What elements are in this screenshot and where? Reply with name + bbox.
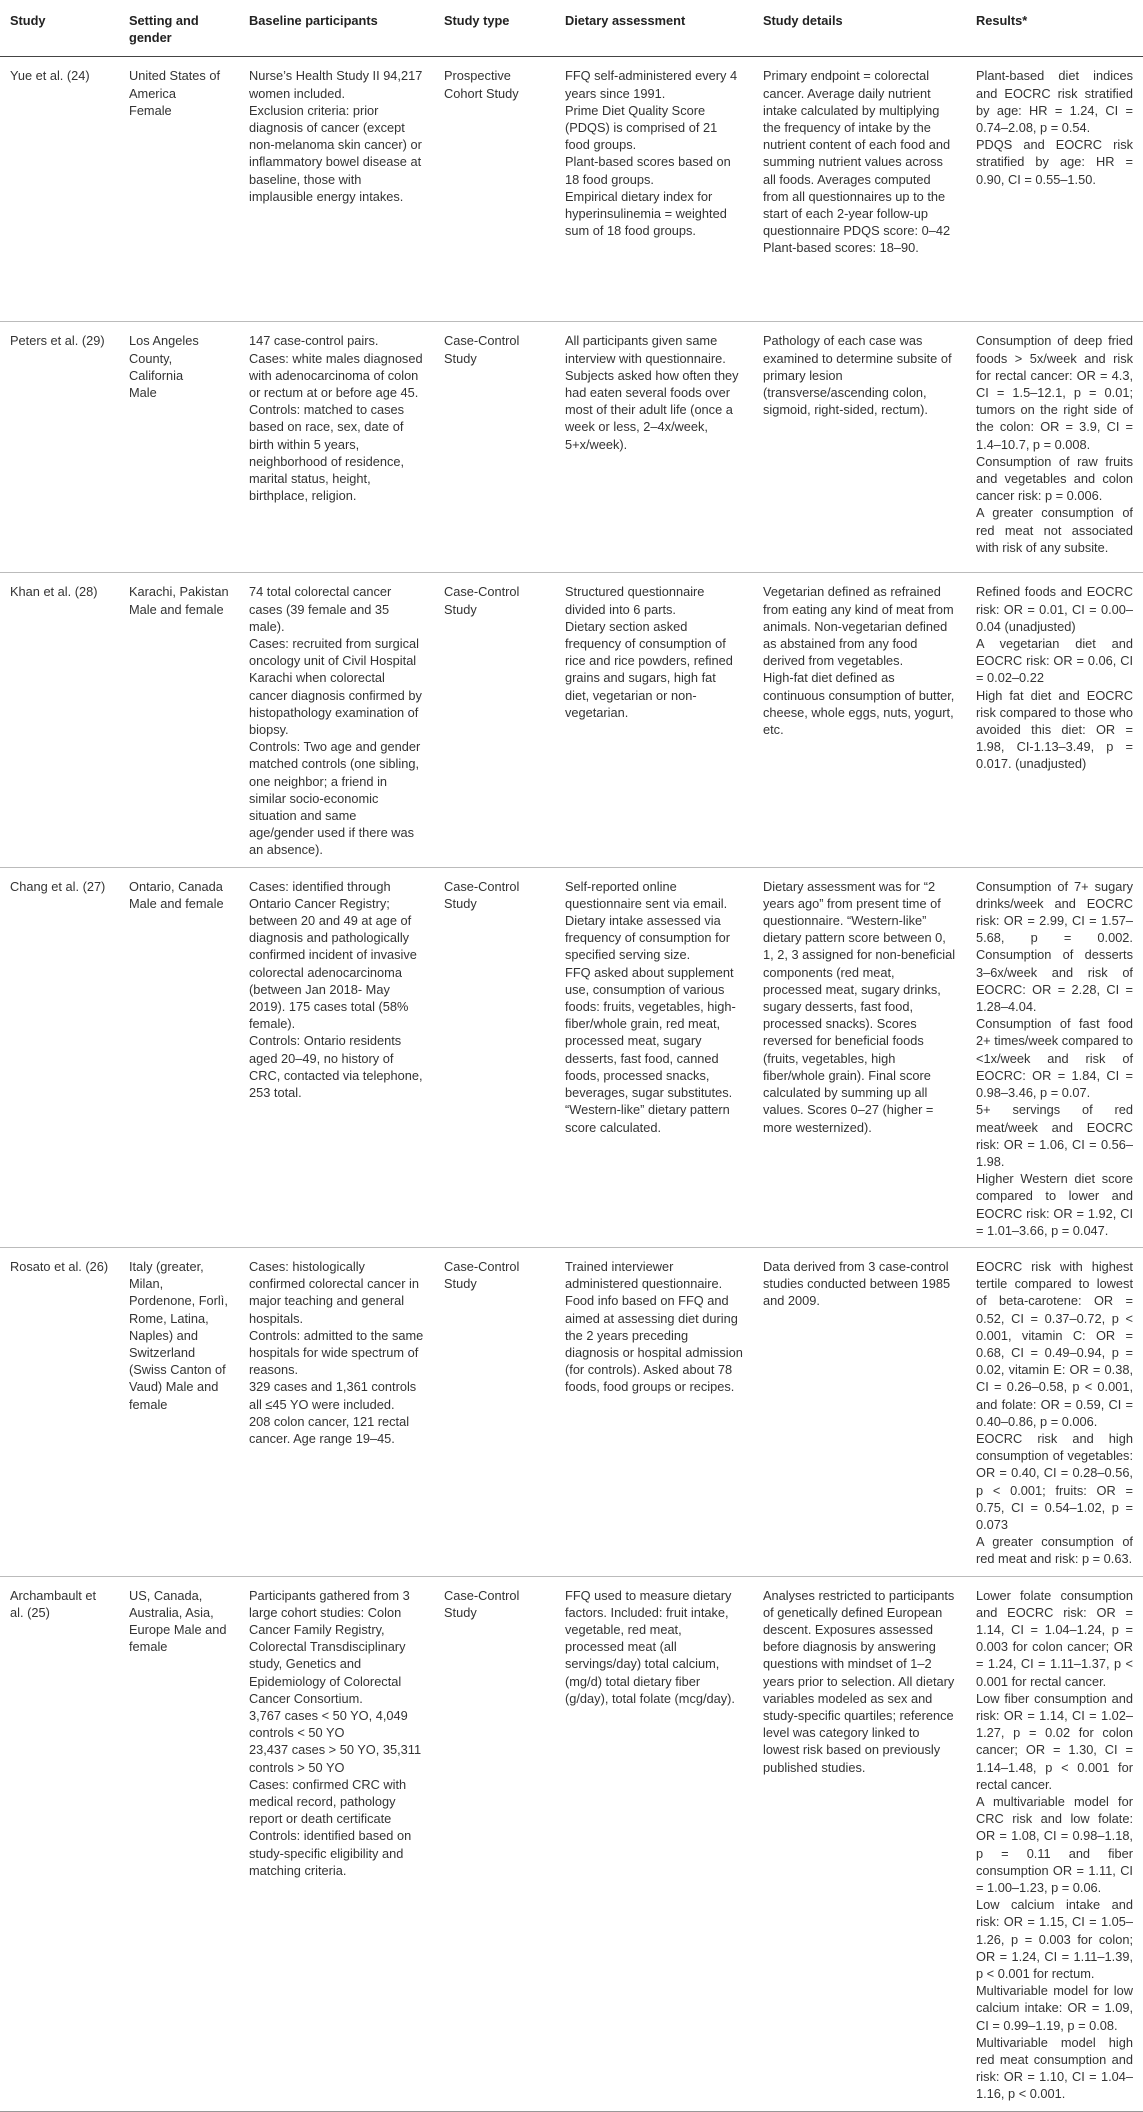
cell-setting [119,573,239,867]
table-row [0,57,1143,322]
cell-line: PDQS and EOCRC risk stratified by age: HR = 0.90, CI = 0.55–1.50. [976,137,1133,187]
cell-setting [119,1576,239,2111]
cell-line: Low fiber consumption and risk: OR = 1.14, CI = 1.02–1.27, p = 0.02 for colon cancer; OR = 1.30, CI = 1.14–1.48, p < 0.001 for rectal cancer. [976,1690,1133,1792]
cell-line: Controls: identified based on study-specific eligibility and matching criteria. [249,1828,412,1878]
cell-details [753,1247,966,1576]
header-results: Results* [966,0,1143,57]
cell-line: Vegetarian defined as refrained from eating any kind of meat from animals. Non-vegetarian defined as abstained from any food derived from vegetables. [763,584,954,669]
cell-line: Los Angeles County, California [129,333,199,383]
table-row [0,1247,1143,1576]
cell-line: Consumption of 7+ sugary drinks/week and EOCRC risk: OR = 2.99, CI = 1.57–5.68, p = 0.002. Consumption of desserts 3–6x/week and risk of EOCRC: OR = 2.28, CI = 1.28–4.04. [976,878,1133,1015]
cell-line: Nurse’s Health Study II 94,217 women included. [249,68,423,101]
cell-line: A greater consumption of red meat not associated with risk of any subsite. [976,505,1133,555]
cell-line: EOCRC risk with highest tertile compared to lowest of beta-carotene: OR = 0.52, CI = 0.37–0.72, p < 0.001, vitamin C: OR = 0.68, CI = 0.49–0.94, p = 0.02, vitamin E: OR = 0.38, CI = 0.26–0.58, p < 0.001, and folate: OR = 0.59, CI = 0.40–0.86, p = 0.006. [976,1258,1133,1429]
cell-line: Controls: Two age and gender matched controls (one sibling, one neighbor; a friend in similar socio-economic situation and same age/gender used if there was an absence). [249,739,421,858]
cell-line: Participants gathered from 3 large cohort studies: Colon Cancer Family Registry, Colorectal Transdisciplinary study, Genetics and Epidemiology of Colorectal Cancer Consortium. [249,1587,410,1706]
cell-line: Trained interviewer administered questionnaire. Food info based on FFQ and aimed at assessing diet during the 2 years preceding diagnosis or hospital admission (for controls). Asked about 78 foods, food groups or recipes. [565,1258,743,1395]
cell-line: A vegetarian diet and EOCRC risk: OR = 0.06, CI = 0.02–0.22 [976,636,1133,686]
header-setting: Setting and gender [119,0,239,57]
cell-line: FFQ self-administered every 4 years since 1991. [565,68,738,101]
cell-line: Dietary section asked frequency of consumption of rice and rice powders, refined grains and sugars, high fat diet, vegetarian or non-vegetarian. [565,618,733,720]
cell-line: Italy (greater, Milan, Pordenone, Forlì, Rome, Latina, Naples) and Switzerland (Swiss Canton of Vaud) Male and female [129,1258,228,1412]
cell-line: Cases: confirmed CRC with medical record, pathology report or death certificate [249,1776,407,1827]
cell-line: Karachi, Pakistan [129,584,229,600]
cell-setting [119,57,239,322]
cell-line: Refined foods and EOCRC risk: OR = 0.01, CI = 0.00–0.04 (unadjusted) [976,584,1133,634]
cell-baseline [239,322,434,573]
cell-details [753,573,966,867]
cell-baseline [239,57,434,322]
cell-dietary [555,1576,753,2111]
cell-line: All participants given same interview with questionnaire. [565,333,726,366]
cell-line: United States of America [129,68,221,101]
cell-line: Male and female [129,601,224,617]
cell-line: 3,767 cases < 50 YO, 4,049 controls < 50 YO [249,1708,408,1741]
cell-setting [119,867,239,1247]
table-header [0,0,1143,57]
cell-line: Multivariable model high red meat consumption and risk: OR = 1.10, CI = 1.04–1.16, p < 0.001. [976,2034,1133,2102]
cell-line: A greater consumption of red meat and risk: p = 0.63. [976,1534,1133,1567]
cell-results [966,573,1143,867]
cell-study-type: Case-Control Study [434,573,555,867]
cell-study-type: Case-Control Study [434,1576,555,2111]
cell-dietary [555,57,753,322]
table-row [0,1576,1143,2111]
table-body [0,57,1143,2111]
cell-line: Primary endpoint = colorectal cancer. Average daily nutrient intake calculated by multiplying the frequency of intake by the nutrient content of each food and summing nutrient values across all foods. Averages computed from all questionnaires up to the start of each 2-year follow-up questionnaire PDQS score: 0–42 Plant-based scores: 18–90. [763,68,951,256]
cell-dietary [555,322,753,573]
cell-line: Subjects asked how often they had eaten several foods over most of their adult life (once a week or less, 2–4x/week, 5+x/week). [565,367,739,452]
cell-line: EOCRC risk and high consumption of vegetables: OR = 0.40, CI = 0.28–0.56, p < 0.001; fruits: OR = 0.75, CI = 0.54–1.02, p = 0.073 [976,1430,1133,1532]
cell-study-type: Prospective Cohort Study [434,57,555,322]
cell-line: Ontario, Canada [129,878,223,894]
cell-details [753,867,966,1247]
header-study-details: Study details [753,0,966,57]
cell-line: Empirical dietary index for hyperinsulinemia = weighted sum of 18 food groups. [565,188,727,239]
cell-study: Peters et al. (29) [0,322,119,573]
cell-line: Prime Diet Quality Score (PDQS) is comprised of 21 food groups. [565,102,718,153]
table-row [0,573,1143,867]
cell-setting [119,322,239,573]
cell-study-type: Case-Control Study [434,867,555,1247]
cell-line: Consumption of fast food 2+ times/week compared to <1x/week and risk of EOCRC: OR = 1.84, CI = 0.98–3.46, p = 0.07. [976,1016,1133,1101]
header-study: Study [0,0,119,57]
cell-line: Cases: histologically confirmed colorectal cancer in major teaching and general hospitals. [249,1258,419,1326]
cell-line: High fat diet and EOCRC risk compared to those who avoided this diet: OR = 1.98, CI-1.13–3.49, p = 0.017. (unadjusted) [976,687,1133,772]
cell-line: Pathology of each case was examined to determine subsite of primary lesion (transverse/ascending colon, sigmoid, right-sided, rectum). [763,333,952,418]
cell-line: 5+ servings of red meat/week and EOCRC risk: OR = 1.06, CI = 0.56–1.98. [976,1102,1133,1169]
cell-study: Chang et al. (27) [0,867,119,1247]
header-study-type: Study type [434,0,555,57]
cell-baseline [239,867,434,1247]
cell-dietary [555,1247,753,1576]
header-dietary-assessment: Dietary assessment [555,0,753,57]
cell-line: Controls: admitted to the same hospitals for wide spectrum of reasons. [249,1327,424,1378]
cell-line: Male and female [129,895,224,911]
cell-study-type: Case-Control Study [434,1247,555,1576]
cell-line: Cases: white males diagnosed with adenocarcinoma of colon or rectum at or before age 45. [249,350,423,401]
cell-line: Controls: Ontario residents aged 20–49, no history of CRC, contacted via telephone, 253 total. [249,1033,423,1101]
cell-dietary [555,867,753,1247]
cell-line: Low calcium intake and risk: OR = 1.15, CI = 1.05–1.26, p = 0.003 for colon; OR = 1.24, CI = 1.11–1.39, p < 0.001 for rectum. [976,1897,1133,1982]
cell-baseline [239,1247,434,1576]
cell-line: US, Canada, Australia, Asia, Europe Male and female [129,1587,227,1655]
cell-study: Archambault et al. (25) [0,1576,119,2111]
cell-line: Analyses restricted to participants of genetically defined European descent. Exposures assessed before diagnosis by answering questions with mindset of 1–2 years prior to selection. All dietary variables modeled as sex and study-specific quartiles; reference level was category linked to lowest risk based on previously published studies. [763,1587,955,1775]
cell-line: FFQ used to measure dietary factors. Included: fruit intake, vegetable, red meat, processed meat (all servings/day) total calcium, (mg/d) total dietary fiber (g/day), total folate (mcg/day). [565,1587,735,1706]
cell-line: 74 total colorectal cancer cases (39 female and 35 male). [249,584,392,634]
cell-line: Cases: identified through Ontario Cancer Registry; between 20 and 49 at age of diagnosis and pathologically confirmed incident of invasive colorectal adenocarcinoma (between Jan 2018- May 2019). 175 cases total (58% female). [249,878,417,1032]
cell-line: Multivariable model for low calcium intake: OR = 1.09, CI = 0.99–1.19, p = 0.08. [976,1983,1133,2033]
cell-setting [119,1247,239,1576]
cell-line: Lower folate consumption and EOCRC risk: OR = 1.14, CI = 1.04–1.24, p = 0.003 for colon cancer; OR = 1.24, CI = 1.11–1.37, p < 0.001 for rectal cancer. [976,1587,1133,1689]
cell-details [753,57,966,322]
cell-details [753,322,966,573]
cell-study: Rosato et al. (26) [0,1247,119,1576]
cell-line: Structured questionnaire divided into 6 parts. [565,584,705,617]
cell-line: 329 cases and 1,361 controls all ≤45 YO were included. [249,1379,417,1412]
cell-line: Female [129,102,172,118]
cell-line: Male [129,385,157,401]
cell-results [966,1247,1143,1576]
cell-results [966,1576,1143,2111]
cell-line: 208 colon cancer, 121 rectal cancer. Age range 19–45. [249,1413,410,1446]
cell-line: Cases: recruited from surgical oncology unit of Civil Hospital Karachi when colorectal cancer diagnosis confirmed by histopathology examination of biopsy. [249,636,422,738]
cell-line: Exclusion criteria: prior diagnosis of cancer (except non-melanoma skin cancer) or inflammatory bowel disease at baseline, those with implausible energy intakes. [249,102,422,204]
cell-study: Yue et al. (24) [0,57,119,322]
cell-line: Dietary assessment was for “2 years ago” from present time of questionnaire. “Western-like” dietary pattern score between 0, 1, 2, 3 assigned for non-beneficial components (red meat, processed meat, sugary drinks, sugary desserts, fast food, processed snacks). Scores reversed for beneficial foods (fruits, vegetables, high fiber/whole grain). Final score calculated by summing up all values. Scores 0–27 (higher = more westernized). [763,878,956,1135]
cell-results [966,57,1143,322]
cell-line: Dietary intake assessed via frequency of consumption for specified serving size. [565,913,731,963]
header-baseline: Baseline participants [239,0,434,57]
cell-line: 147 case-control pairs. [249,333,379,349]
table-row [0,867,1143,1247]
cell-details [753,1576,966,2111]
cell-results [966,322,1143,573]
cell-baseline [239,573,434,867]
cell-baseline [239,1576,434,2111]
table-row [0,322,1143,573]
cell-line: Consumption of deep fried foods > 5x/week and risk for rectal cancer: OR = 4.3, CI = 1.5–12.1, p = 0.01; tumors on the right side of the colon: OR = 3.9, CI = 1.4–10.7, p = 0.008. [976,333,1133,452]
cell-line: Higher Western diet score compared to lower and EOCRC risk: OR = 1.92, CI = 1.01–3.66, p = 0.047. [976,1171,1133,1238]
cell-results [966,867,1143,1247]
cell-line: Plant-based diet indices and EOCRC risk stratified by age: HR = 1.24, CI = 0.74–2.08, p = 0.54. [976,68,1133,136]
cell-line: Consumption of raw fruits and vegetables and colon cancer risk: p = 0.006. [976,453,1133,504]
cell-study: Khan et al. (28) [0,573,119,867]
cell-line: Data derived from 3 case-control studies conducted between 1985 and 2009. [763,1258,951,1309]
cell-line: A multivariable model for CRC risk and low folate: OR = 1.08, CI = 0.98–1.18, p = 0.11 and fiber consumption OR = 1.11, CI = 1.00–1.23, p = 0.06. [976,1794,1133,1896]
cell-line: FFQ asked about supplement use, consumption of various foods: fruits, vegetables, high-fiber/whole grain, red meat, processed meat, sugary desserts, fast food, canned foods, processed snacks, beverages, sugar substitutes. “Western-like” dietary pattern score calculated. [565,964,736,1135]
cell-line: Controls: matched to cases based on race, sex, date of birth within 5 years, neighborhood of residence, marital status, height, birthplace, religion. [249,402,405,504]
cell-line: High-fat diet defined as continuous consumption of butter, cheese, whole eggs, nuts, yogurt, etc. [763,670,955,738]
cell-line: 23,437 cases > 50 YO, 35,311 controls > 50 YO [249,1742,422,1775]
cell-line: Self-reported online questionnaire sent via email. [565,878,728,911]
header-row [0,0,1143,57]
cell-dietary [555,573,753,867]
cell-study-type: Case-Control Study [434,322,555,573]
cell-line: Plant-based scores based on 18 food groups. [565,154,731,187]
